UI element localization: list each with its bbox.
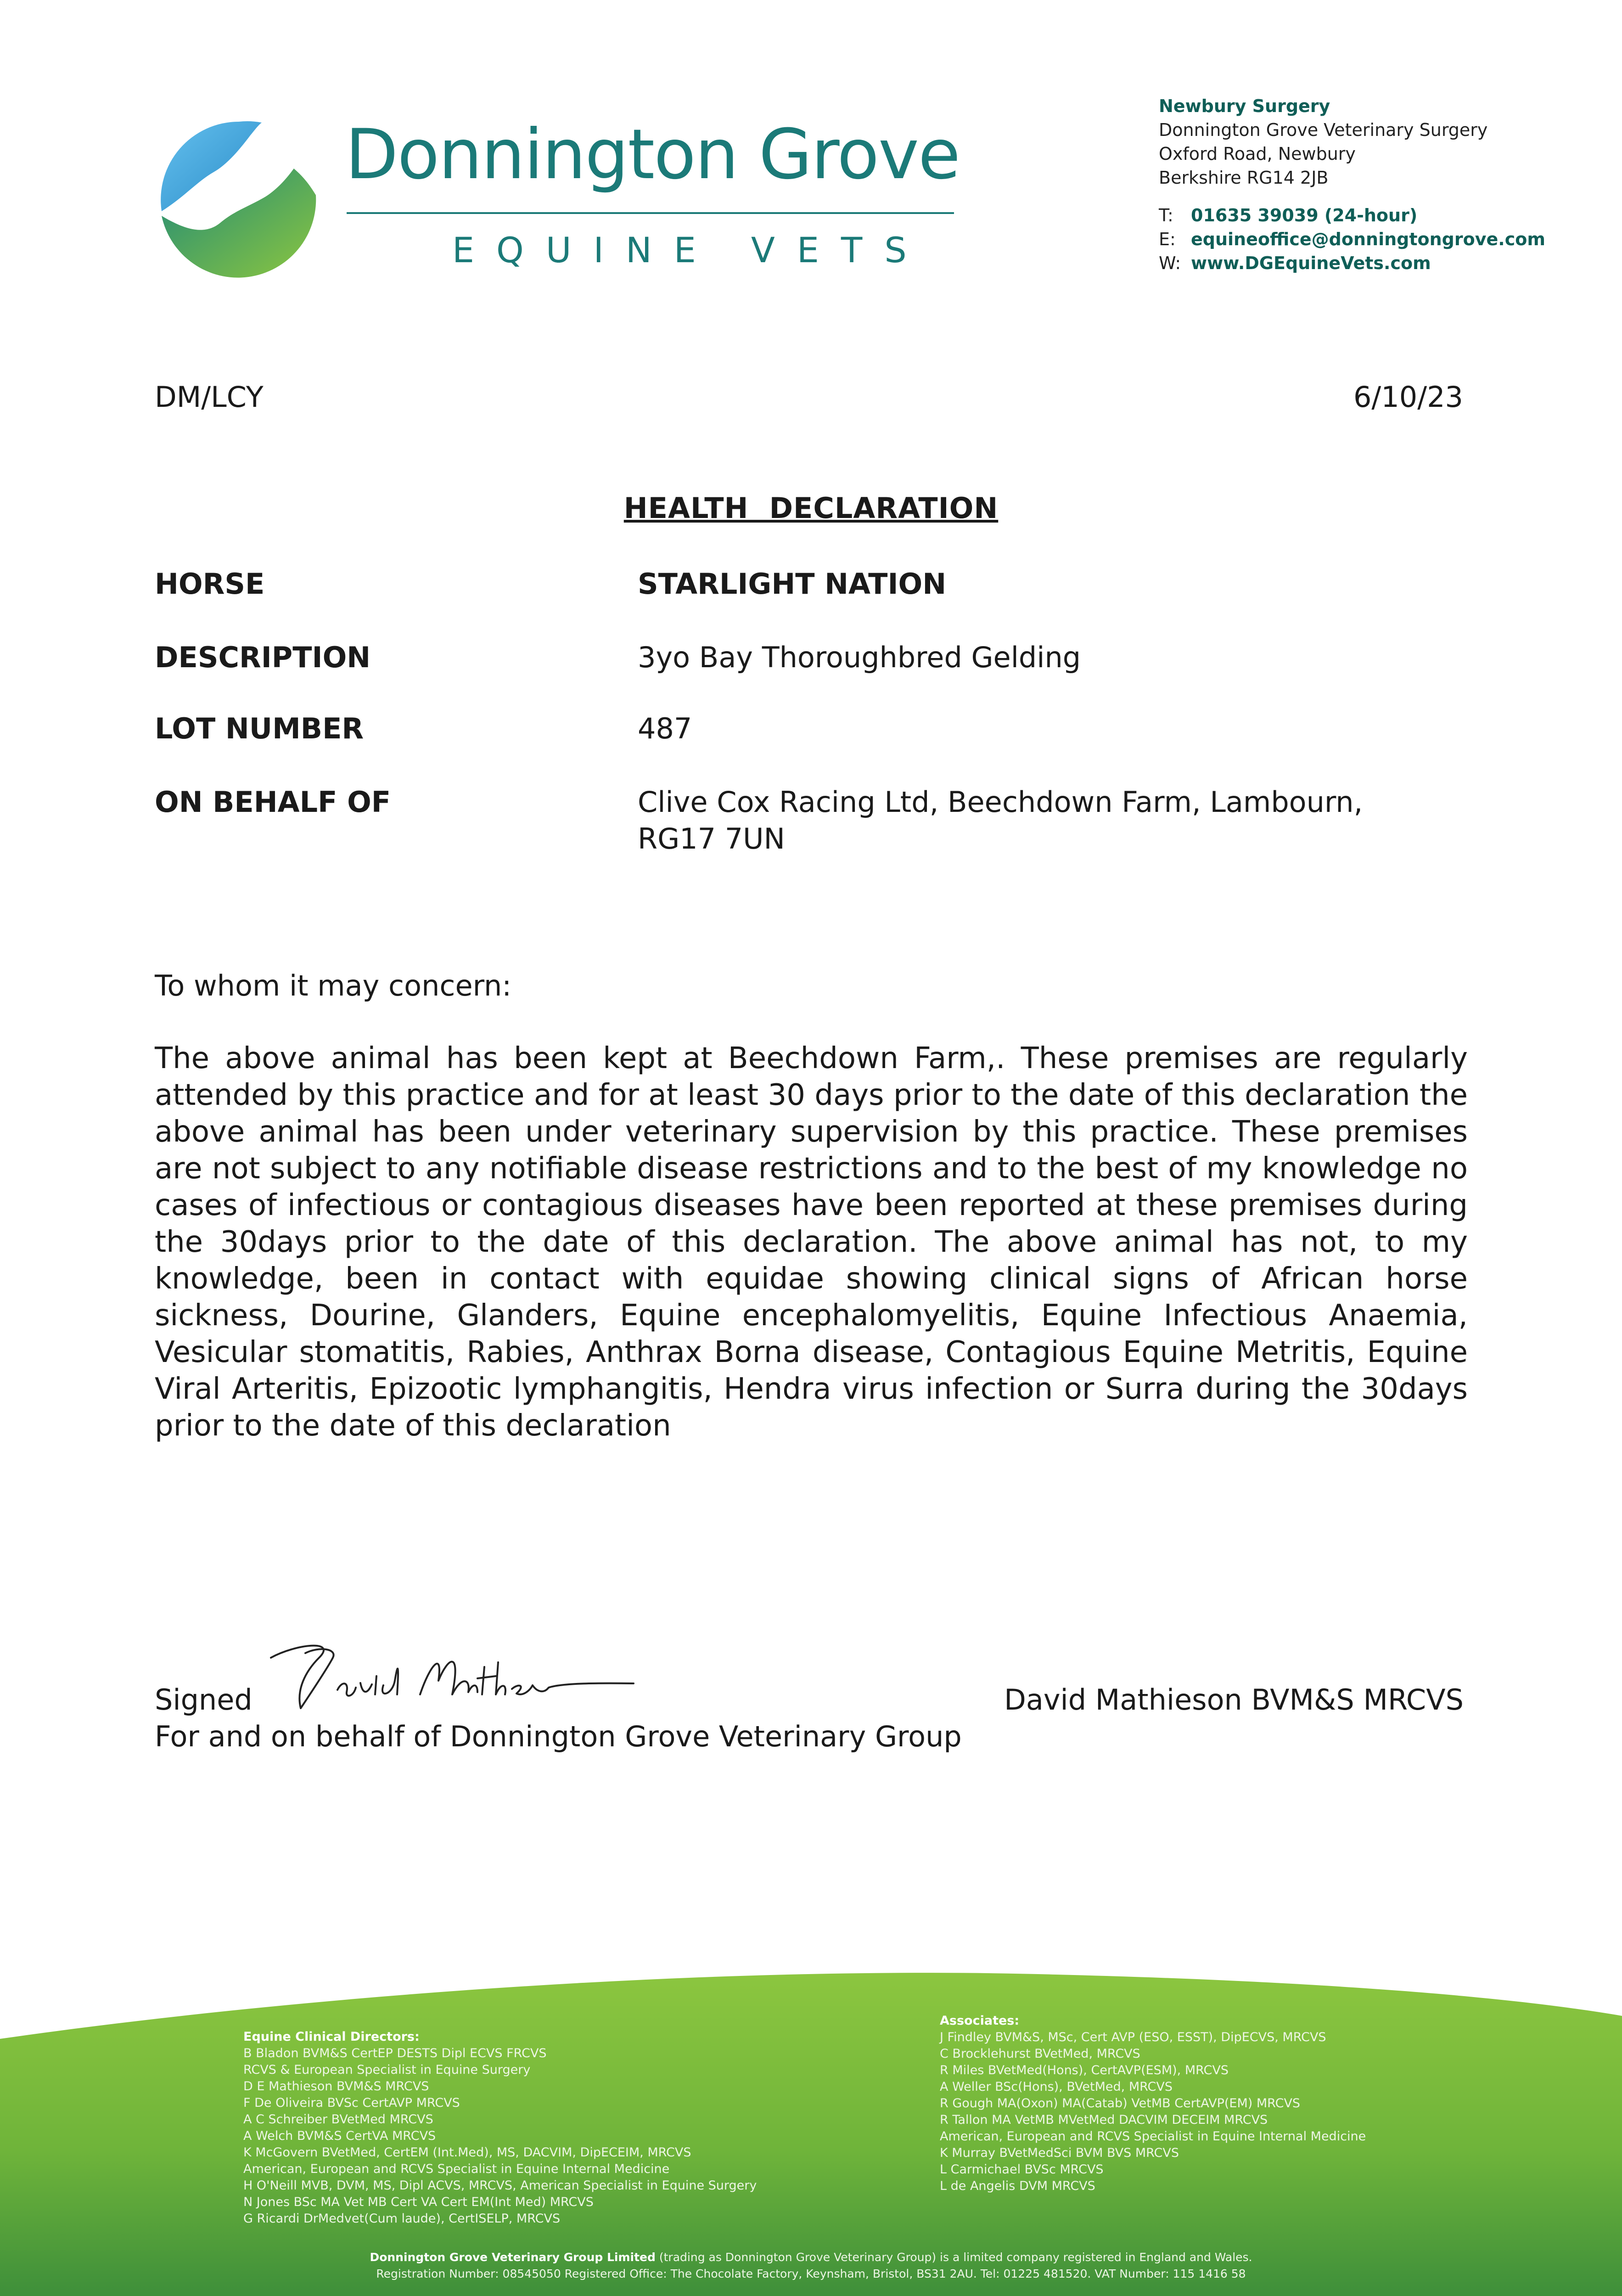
letter-date: 6/10/23 — [1353, 380, 1463, 414]
tel-label: T: — [1159, 205, 1173, 225]
behalf-line: For and on behalf of Donnington Grove Veterinary Group — [155, 1720, 962, 1753]
telephone-number: 01635 39039 (24-hour) — [1191, 205, 1418, 225]
legal-line: (trading as Donnington Grove Veterinary Group) is a limited company registered in England and Wales. — [659, 2251, 1252, 2264]
associate-entry: C Brocklehurst BVetMed, MRCVS — [940, 2047, 1140, 2061]
legal-company-name: Donnington Grove Veterinary Group Limited — [370, 2251, 656, 2264]
field-value-horse: STARLIGHT NATION — [638, 567, 947, 601]
associate-entry: A Weller BSc(Hons), BVetMed, MRCVS — [940, 2080, 1173, 2094]
director-entry: H O'Neill MVB, DVM, MS, Dipl ACVS, MRCVS, American Specialist in Equine Surgery — [243, 2178, 757, 2193]
field-label-lot-number: LOT NUMBER — [155, 712, 364, 745]
associate-entry: L de Angelis DVM MRCVS — [940, 2179, 1095, 2193]
director-entry: D E Mathieson BVM&S MRCVS — [243, 2079, 429, 2093]
address-line: Donnington Grove Veterinary Surgery — [1159, 120, 1488, 140]
director-entry: B Bladon BVM&S CertEP DESTS Dipl ECVS FRCVS — [243, 2046, 547, 2060]
director-entry: A C Schreiber BVetMed MRCVS — [243, 2112, 433, 2127]
surgery-name: Newbury Surgery — [1159, 96, 1330, 116]
field-value-on-behalf-of-postcode: RG17 7UN — [638, 822, 785, 855]
associate-entry: L Carmichael BVSc MRCVS — [940, 2162, 1104, 2177]
director-entry: K McGovern BVetMed, CertEM (Int.Med), MS, DACVIM, DipECEIM, MRCVS — [243, 2145, 691, 2160]
address-line: Berkshire RG14 2JB — [1159, 168, 1329, 188]
logo-icon — [156, 117, 321, 282]
field-label-on-behalf-of: ON BEHALF OF — [155, 785, 391, 819]
director-entry: N Jones BSc MA Vet MB Cert VA Cert EM(Int Med) MRCVS — [243, 2195, 594, 2209]
field-label-description: DESCRIPTION — [155, 641, 371, 674]
director-entry: F De Oliveira BVSc CertAVP MRCVS — [243, 2096, 460, 2110]
footer-legal — [0, 2249, 1622, 2282]
logo-divider — [347, 212, 954, 214]
directors-heading: Equine Clinical Directors: — [243, 2030, 420, 2044]
associate-entry: J Findley BVM&S, MSc, Cert AVP (ESO, ESST), DipECVS, MRCVS — [940, 2030, 1326, 2044]
legal-registration: Registration Number: 08545050 Registered Office: The Chocolate Factory, Keynsham, Bristol, BS31 2AU. Tel: 01225 481520. VAT Number: 115 1416 58 — [376, 2267, 1246, 2280]
signed-label: Signed — [155, 1683, 253, 1716]
logo-wordmark: Donnington Grove — [345, 115, 960, 195]
field-value-description: 3yo Bay Thoroughbred Gelding — [638, 641, 1081, 674]
associate-entry: R Tallon MA VetMB MVetMed DACVIM DECEIM MRCVS — [940, 2113, 1268, 2127]
salutation: To whom it may concern: — [155, 969, 512, 1002]
web-label: W: — [1159, 253, 1181, 273]
address-line: Oxford Road, Newbury — [1159, 144, 1356, 164]
declaration-body: The above animal has been kept at Beechdown Farm,. These premises are regularly attended by this practice and for at least 30 days prior to the date of this declaration the above animal has been under veterinary supervision by this practice. These premises are not subject to any notifiable disease restrictions and to the best of my knowledge no cases of infectious or contagious diseases have been reported at these premises during the 30days prior to the date of this declaration. The above animal has not, to my knowledge, been in contact with equidae showing clinical signs of African horse sickness, Dourine, Glanders, Equine encephalomyelitis, Equine Infectious Anaemia, Vesicular stomatitis, Rabies, Anthrax Borna disease, Contagious Equine Metritis, Equine Viral Arteritis, Epizootic lymphangitis, Hendra virus infection or Surra during the 30days prior to the date of this declaration — [155, 1041, 1468, 1443]
associates-heading: Associates: — [940, 2014, 1020, 2028]
director-entry: American, European and RCVS Specialist in Equine Internal Medicine — [243, 2162, 670, 2176]
director-entry: RCVS & European Specialist in Equine Surgery — [243, 2063, 531, 2077]
associate-entry: K Murray BVetMedSci BVM BVS MRCVS — [940, 2146, 1179, 2160]
signature-image — [269, 1639, 636, 1722]
document-title: HEALTH DECLARATION — [623, 491, 999, 525]
associate-entry: American, European and RCVS Specialist in Equine Internal Medicine — [940, 2129, 1366, 2144]
logo-subtitle: EQUINE VETS — [452, 230, 929, 270]
practice-address — [1159, 94, 1545, 275]
website-link[interactable]: www.DGEquineVets.com — [1191, 253, 1431, 273]
director-entry: G Ricardi DrMedvet(Cum laude), CertISELP, MRCVS — [243, 2212, 561, 2226]
email-label: E: — [1159, 229, 1176, 249]
directors-list — [243, 2029, 757, 2227]
signatory-name: David Mathieson BVM&S MRCVS — [1004, 1683, 1464, 1716]
associates-list — [940, 2013, 1366, 2195]
field-value-lot-number: 487 — [638, 712, 692, 745]
director-entry: A Welch BVM&S CertVA MRCVS — [243, 2129, 436, 2143]
associate-entry: R Gough MA(Oxon) MA(Catab) VetMB CertAVP(EM) MRCVS — [940, 2096, 1301, 2110]
reference: DM/LCY — [155, 380, 264, 414]
field-value-on-behalf-of: Clive Cox Racing Ltd, Beechdown Farm, Lambourn, — [638, 785, 1363, 819]
email-link[interactable]: equineoffice@donningtongrove.com — [1191, 229, 1545, 249]
associate-entry: R Miles BVetMed(Hons), CertAVP(ESM), MRCVS — [940, 2063, 1229, 2077]
field-label-horse: HORSE — [155, 567, 265, 601]
